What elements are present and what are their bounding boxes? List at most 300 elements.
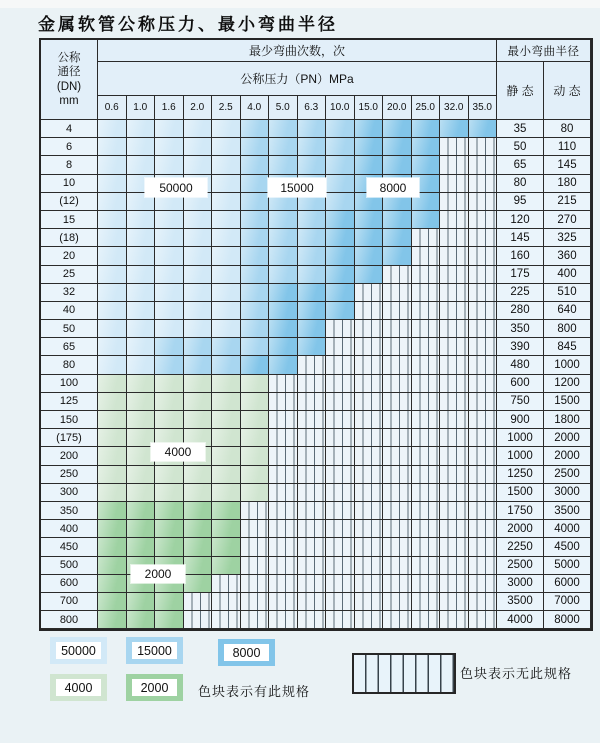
matrix-cell-dn125-pn0.6 [98,393,127,411]
static-radius-value: 4000 [497,611,544,629]
matrix-cell-dn(18)-pn5.0 [269,229,298,247]
matrix-cell-dn(12)-pn4.0 [241,193,270,211]
matrix-cell-dn(18)-pn2.0 [184,229,213,247]
matrix-cell-dn25-pn10.0 [326,266,355,284]
matrix-cell-dn100-pn20.0 [383,375,412,393]
matrix-cell-dn700-pn1.6 [155,593,184,611]
matrix-cell-dn150-pn4.0 [241,411,270,429]
header-nominal-pressure: 公称压力（PN）MPa [98,62,497,96]
matrix-cell-dn700-pn15.0 [355,593,384,611]
matrix-cell-dn125-pn35.0 [469,393,498,411]
matrix-cell-dn20-pn6.3 [298,247,327,265]
matrix-cell-dn(18)-pn32.0 [440,229,469,247]
matrix-cell-dn500-pn15.0 [355,557,384,575]
dynamic-radius-value: 1500 [544,393,591,411]
matrix-cell-dn800-pn32.0 [440,611,469,629]
matrix-cell-dn250-pn0.6 [98,466,127,484]
matrix-cell-dn600-pn6.3 [298,575,327,593]
matrix-cell-dn4-pn1.0 [127,120,156,138]
matrix-cell-dn25-pn5.0 [269,266,298,284]
dynamic-radius-value: 360 [544,247,591,265]
matrix-cell-dn25-pn6.3 [298,266,327,284]
matrix-cell-dn8-pn2.0 [184,156,213,174]
matrix-cell-dn15-pn20.0 [383,211,412,229]
legend-swatch-label: 15000 [132,642,177,659]
matrix-cell-dn40-pn25.0 [412,302,441,320]
matrix-cell-dn350-pn1.6 [155,502,184,520]
matrix-cell-dn450-pn35.0 [469,538,498,556]
matrix-cell-dn10-pn2.5 [212,175,241,193]
matrix-cell-dn50-pn1.0 [127,320,156,338]
matrix-cell-dn150-pn5.0 [269,411,298,429]
legend-swatch-50000 [50,637,107,664]
matrix-cell-dn25-pn2.5 [212,266,241,284]
matrix-cell-dn25-pn1.6 [155,266,184,284]
matrix-cell-dn500-pn2.0 [184,557,213,575]
matrix-cell-dn250-pn1.6 [155,466,184,484]
matrix-cell-dn500-pn4.0 [241,557,270,575]
matrix-cell-dn(175)-pn15.0 [355,429,384,447]
matrix-cell-dn4-pn6.3 [298,120,327,138]
matrix-cell-dn80-pn1.0 [127,356,156,374]
dynamic-radius-value: 400 [544,266,591,284]
matrix-cell-dn400-pn2.0 [184,520,213,538]
matrix-cell-dn50-pn6.3 [298,320,327,338]
matrix-cell-dn4-pn10.0 [326,120,355,138]
matrix-cell-dn300-pn2.0 [184,484,213,502]
matrix-cell-dn150-pn35.0 [469,411,498,429]
matrix-cell-dn32-pn32.0 [440,284,469,302]
matrix-cell-dn32-pn0.6 [98,284,127,302]
matrix-cell-dn600-pn20.0 [383,575,412,593]
matrix-cell-dn50-pn20.0 [383,320,412,338]
matrix-cell-dn15-pn1.6 [155,211,184,229]
matrix-cell-dn50-pn5.0 [269,320,298,338]
matrix-cell-dn25-pn25.0 [412,266,441,284]
matrix-cell-dn450-pn1.6 [155,538,184,556]
static-radius-value: 280 [497,302,544,320]
matrix-cell-dn350-pn6.3 [298,502,327,520]
matrix-cell-dn125-pn20.0 [383,393,412,411]
static-radius-value: 1000 [497,429,544,447]
matrix-cell-dn(175)-pn2.5 [212,429,241,447]
legend-swatch-4000 [50,674,107,701]
static-radius-value: 175 [497,266,544,284]
dn-row-label: 125 [41,393,98,411]
pressure-tick-1.0: 1.0 [127,96,156,120]
matrix-cell-dn350-pn1.0 [127,502,156,520]
matrix-cell-dn250-pn32.0 [440,466,469,484]
header-dn-line: (DN) [56,80,82,93]
matrix-cell-dn700-pn32.0 [440,593,469,611]
matrix-label-50000: 50000 [145,178,207,197]
dynamic-radius-value: 145 [544,156,591,174]
matrix-label-15000: 15000 [268,178,326,197]
dynamic-radius-value: 180 [544,175,591,193]
matrix-cell-dn200-pn25.0 [412,447,441,465]
matrix-cell-dn6-pn10.0 [326,138,355,156]
matrix-cell-dn40-pn4.0 [241,302,270,320]
pressure-tick-35.0: 35.0 [469,96,498,120]
matrix-cell-dn40-pn2.5 [212,302,241,320]
dynamic-radius-value: 845 [544,338,591,356]
matrix-cell-dn(18)-pn6.3 [298,229,327,247]
matrix-cell-dn4-pn2.5 [212,120,241,138]
dn-row-label: 80 [41,356,98,374]
matrix-cell-dn125-pn1.6 [155,393,184,411]
matrix-cell-dn40-pn35.0 [469,302,498,320]
matrix-cell-dn250-pn6.3 [298,466,327,484]
static-radius-value: 2250 [497,538,544,556]
matrix-cell-dn125-pn2.5 [212,393,241,411]
matrix-cell-dn65-pn2.5 [212,338,241,356]
matrix-cell-dn32-pn15.0 [355,284,384,302]
matrix-cell-dn15-pn6.3 [298,211,327,229]
matrix-cell-dn8-pn0.6 [98,156,127,174]
matrix-cell-dn(175)-pn5.0 [269,429,298,447]
legend-swatch-label: 2000 [132,679,177,696]
matrix-cell-dn(175)-pn20.0 [383,429,412,447]
matrix-cell-dn65-pn15.0 [355,338,384,356]
matrix-cell-dn(18)-pn15.0 [355,229,384,247]
matrix-cell-dn800-pn2.5 [212,611,241,629]
dn-row-label: 4 [41,120,98,138]
legend-swatch-label: 50000 [56,642,101,659]
matrix-cell-dn250-pn5.0 [269,466,298,484]
matrix-cell-dn400-pn35.0 [469,520,498,538]
matrix-cell-dn32-pn20.0 [383,284,412,302]
matrix-cell-dn6-pn35.0 [469,138,498,156]
dn-row-label: 700 [41,593,98,611]
matrix-cell-dn500-pn20.0 [383,557,412,575]
matrix-cell-dn80-pn1.6 [155,356,184,374]
matrix-cell-dn50-pn32.0 [440,320,469,338]
matrix-cell-dn8-pn35.0 [469,156,498,174]
matrix-cell-dn8-pn5.0 [269,156,298,174]
matrix-cell-dn150-pn20.0 [383,411,412,429]
matrix-cell-dn25-pn15.0 [355,266,384,284]
matrix-cell-dn10-pn0.6 [98,175,127,193]
matrix-cell-dn6-pn15.0 [355,138,384,156]
matrix-cell-dn32-pn25.0 [412,284,441,302]
matrix-cell-dn10-pn4.0 [241,175,270,193]
matrix-cell-dn700-pn20.0 [383,593,412,611]
matrix-cell-dn20-pn1.0 [127,247,156,265]
matrix-cell-dn150-pn15.0 [355,411,384,429]
dynamic-radius-value: 3500 [544,502,591,520]
matrix-cell-dn50-pn10.0 [326,320,355,338]
static-radius-value: 160 [497,247,544,265]
matrix-cell-dn800-pn4.0 [241,611,270,629]
matrix-cell-dn8-pn25.0 [412,156,441,174]
matrix-cell-dn6-pn25.0 [412,138,441,156]
matrix-cell-dn450-pn4.0 [241,538,270,556]
matrix-cell-dn800-pn1.6 [155,611,184,629]
matrix-cell-dn32-pn1.0 [127,284,156,302]
matrix-cell-dn500-pn10.0 [326,557,355,575]
matrix-cell-dn100-pn15.0 [355,375,384,393]
static-radius-value: 1750 [497,502,544,520]
matrix-cell-dn500-pn35.0 [469,557,498,575]
matrix-cell-dn20-pn4.0 [241,247,270,265]
matrix-cell-dn(175)-pn32.0 [440,429,469,447]
matrix-cell-dn(175)-pn0.6 [98,429,127,447]
matrix-cell-dn800-pn5.0 [269,611,298,629]
matrix-cell-dn800-pn20.0 [383,611,412,629]
matrix-cell-dn(18)-pn25.0 [412,229,441,247]
matrix-cell-dn25-pn4.0 [241,266,270,284]
matrix-cell-dn8-pn2.5 [212,156,241,174]
matrix-cell-dn4-pn25.0 [412,120,441,138]
matrix-cell-dn600-pn35.0 [469,575,498,593]
matrix-cell-dn250-pn4.0 [241,466,270,484]
pressure-tick-32.0: 32.0 [440,96,469,120]
pressure-tick-25.0: 25.0 [412,96,441,120]
matrix-cell-dn32-pn4.0 [241,284,270,302]
matrix-cell-dn(18)-pn2.5 [212,229,241,247]
matrix-cell-dn800-pn15.0 [355,611,384,629]
spec-table [39,38,593,631]
matrix-cell-dn50-pn15.0 [355,320,384,338]
matrix-cell-dn700-pn25.0 [412,593,441,611]
matrix-cell-dn500-pn0.6 [98,557,127,575]
dn-row-label: 600 [41,575,98,593]
dynamic-radius-value: 325 [544,229,591,247]
matrix-cell-dn(175)-pn25.0 [412,429,441,447]
matrix-cell-dn65-pn5.0 [269,338,298,356]
matrix-cell-dn450-pn0.6 [98,538,127,556]
matrix-cell-dn150-pn2.0 [184,411,213,429]
matrix-cell-dn40-pn20.0 [383,302,412,320]
matrix-cell-dn20-pn5.0 [269,247,298,265]
matrix-cell-dn300-pn0.6 [98,484,127,502]
matrix-cell-dn200-pn0.6 [98,447,127,465]
matrix-cell-dn20-pn2.5 [212,247,241,265]
matrix-cell-dn4-pn5.0 [269,120,298,138]
matrix-cell-dn50-pn0.6 [98,320,127,338]
dynamic-radius-value: 7000 [544,593,591,611]
dn-row-label: 200 [41,447,98,465]
matrix-cell-dn350-pn25.0 [412,502,441,520]
matrix-cell-dn450-pn1.0 [127,538,156,556]
matrix-cell-dn40-pn5.0 [269,302,298,320]
static-radius-value: 600 [497,375,544,393]
matrix-cell-dn4-pn35.0 [469,120,498,138]
matrix-cell-dn150-pn6.3 [298,411,327,429]
matrix-cell-dn800-pn10.0 [326,611,355,629]
matrix-cell-dn15-pn35.0 [469,211,498,229]
matrix-cell-dn32-pn2.0 [184,284,213,302]
dynamic-radius-value: 215 [544,193,591,211]
matrix-cell-dn4-pn4.0 [241,120,270,138]
matrix-cell-dn600-pn0.6 [98,575,127,593]
pressure-tick-6.3: 6.3 [298,96,327,120]
matrix-cell-dn6-pn32.0 [440,138,469,156]
matrix-cell-dn200-pn10.0 [326,447,355,465]
matrix-cell-dn700-pn2.5 [212,593,241,611]
legend-has-spec-text: 色块表示有此规格 [198,684,311,699]
matrix-cell-dn20-pn35.0 [469,247,498,265]
pressure-tick-2.5: 2.5 [212,96,241,120]
matrix-cell-dn500-pn2.5 [212,557,241,575]
dn-row-label: 100 [41,375,98,393]
matrix-cell-dn250-pn15.0 [355,466,384,484]
matrix-cell-dn300-pn5.0 [269,484,298,502]
matrix-cell-dn400-pn5.0 [269,520,298,538]
dn-row-label: 150 [41,411,98,429]
matrix-cell-dn300-pn10.0 [326,484,355,502]
matrix-cell-dn50-pn35.0 [469,320,498,338]
dynamic-radius-value: 4000 [544,520,591,538]
static-radius-value: 35 [497,120,544,138]
matrix-cell-dn32-pn35.0 [469,284,498,302]
matrix-cell-dn350-pn5.0 [269,502,298,520]
matrix-cell-dn400-pn10.0 [326,520,355,538]
matrix-cell-dn600-pn15.0 [355,575,384,593]
matrix-cell-dn600-pn25.0 [412,575,441,593]
matrix-cell-dn65-pn20.0 [383,338,412,356]
matrix-cell-dn8-pn32.0 [440,156,469,174]
matrix-cell-dn(12)-pn35.0 [469,193,498,211]
matrix-cell-dn8-pn10.0 [326,156,355,174]
matrix-cell-dn20-pn20.0 [383,247,412,265]
matrix-cell-dn450-pn6.3 [298,538,327,556]
pressure-tick-20.0: 20.0 [383,96,412,120]
matrix-cell-dn50-pn25.0 [412,320,441,338]
dynamic-radius-value: 6000 [544,575,591,593]
header-dn-line: mm [59,94,79,107]
matrix-cell-dn300-pn4.0 [241,484,270,502]
pressure-tick-5.0: 5.0 [269,96,298,120]
matrix-cell-dn250-pn20.0 [383,466,412,484]
matrix-cell-dn65-pn0.6 [98,338,127,356]
matrix-cell-dn65-pn2.0 [184,338,213,356]
matrix-cell-dn80-pn5.0 [269,356,298,374]
matrix-cell-dn4-pn2.0 [184,120,213,138]
header-dynamic: 动 态 [544,62,591,120]
matrix-cell-dn250-pn25.0 [412,466,441,484]
static-radius-value: 120 [497,211,544,229]
static-radius-value: 95 [497,193,544,211]
dynamic-radius-value: 5000 [544,557,591,575]
matrix-cell-dn800-pn1.0 [127,611,156,629]
legend-swatch-8000 [218,639,275,666]
matrix-cell-dn200-pn2.5 [212,447,241,465]
matrix-cell-dn400-pn20.0 [383,520,412,538]
matrix-cell-dn65-pn1.6 [155,338,184,356]
pressure-tick-2.0: 2.0 [184,96,213,120]
matrix-cell-dn150-pn10.0 [326,411,355,429]
pressure-tick-15.0: 15.0 [355,96,384,120]
matrix-cell-dn15-pn0.6 [98,211,127,229]
matrix-cell-dn300-pn25.0 [412,484,441,502]
matrix-cell-dn40-pn32.0 [440,302,469,320]
matrix-cell-dn200-pn32.0 [440,447,469,465]
matrix-cell-dn150-pn25.0 [412,411,441,429]
matrix-cell-dn500-pn5.0 [269,557,298,575]
matrix-cell-dn600-pn10.0 [326,575,355,593]
dynamic-radius-value: 110 [544,138,591,156]
dn-row-label: (175) [41,429,98,447]
matrix-cell-dn(175)-pn4.0 [241,429,270,447]
dynamic-radius-value: 4500 [544,538,591,556]
matrix-cell-dn8-pn6.3 [298,156,327,174]
matrix-cell-dn15-pn15.0 [355,211,384,229]
matrix-cell-dn15-pn25.0 [412,211,441,229]
matrix-cell-dn700-pn0.6 [98,593,127,611]
matrix-cell-dn300-pn35.0 [469,484,498,502]
dynamic-radius-value: 2000 [544,447,591,465]
header-min-bend-radius: 最小弯曲半径 [497,40,591,62]
matrix-cell-dn800-pn0.6 [98,611,127,629]
matrix-cell-dn32-pn10.0 [326,284,355,302]
matrix-cell-dn200-pn15.0 [355,447,384,465]
matrix-cell-dn6-pn5.0 [269,138,298,156]
pressure-tick-10.0: 10.0 [326,96,355,120]
matrix-cell-dn125-pn25.0 [412,393,441,411]
matrix-cell-dn350-pn20.0 [383,502,412,520]
dn-row-label: 400 [41,520,98,538]
matrix-cell-dn300-pn2.5 [212,484,241,502]
legend-no-spec-text: 色块表示无此规格 [460,666,573,681]
matrix-cell-dn700-pn4.0 [241,593,270,611]
matrix-cell-dn300-pn32.0 [440,484,469,502]
matrix-cell-dn80-pn0.6 [98,356,127,374]
matrix-cell-dn6-pn1.0 [127,138,156,156]
matrix-cell-dn32-pn2.5 [212,284,241,302]
matrix-cell-dn50-pn2.0 [184,320,213,338]
dn-row-label: 300 [41,484,98,502]
matrix-cell-dn150-pn32.0 [440,411,469,429]
legend-swatch-label: 4000 [56,679,101,696]
matrix-cell-dn600-pn32.0 [440,575,469,593]
dn-row-label: 8 [41,156,98,174]
matrix-cell-dn450-pn10.0 [326,538,355,556]
matrix-cell-dn600-pn2.0 [184,575,213,593]
matrix-cell-dn15-pn2.0 [184,211,213,229]
static-radius-value: 1500 [497,484,544,502]
matrix-label-2000: 2000 [131,565,185,583]
matrix-cell-dn200-pn5.0 [269,447,298,465]
matrix-cell-dn100-pn1.6 [155,375,184,393]
dynamic-radius-value: 80 [544,120,591,138]
matrix-cell-dn20-pn0.6 [98,247,127,265]
matrix-cell-dn4-pn15.0 [355,120,384,138]
matrix-cell-dn800-pn6.3 [298,611,327,629]
matrix-label-4000: 4000 [151,443,205,461]
matrix-cell-dn6-pn6.3 [298,138,327,156]
matrix-cell-dn20-pn10.0 [326,247,355,265]
matrix-cell-dn6-pn0.6 [98,138,127,156]
dn-row-label: 350 [41,502,98,520]
matrix-cell-dn250-pn1.0 [127,466,156,484]
legend-swatch-15000 [126,637,183,664]
matrix-cell-dn8-pn1.0 [127,156,156,174]
matrix-cell-dn65-pn1.0 [127,338,156,356]
matrix-cell-dn500-pn32.0 [440,557,469,575]
header-dn [41,40,98,120]
matrix-cell-dn800-pn2.0 [184,611,213,629]
matrix-cell-dn150-pn1.0 [127,411,156,429]
matrix-cell-dn25-pn35.0 [469,266,498,284]
matrix-cell-dn80-pn20.0 [383,356,412,374]
static-radius-value: 2000 [497,520,544,538]
dynamic-radius-value: 270 [544,211,591,229]
matrix-cell-dn800-pn25.0 [412,611,441,629]
legend-no-spec-swatch [352,653,456,694]
matrix-cell-dn400-pn15.0 [355,520,384,538]
matrix-cell-dn40-pn10.0 [326,302,355,320]
